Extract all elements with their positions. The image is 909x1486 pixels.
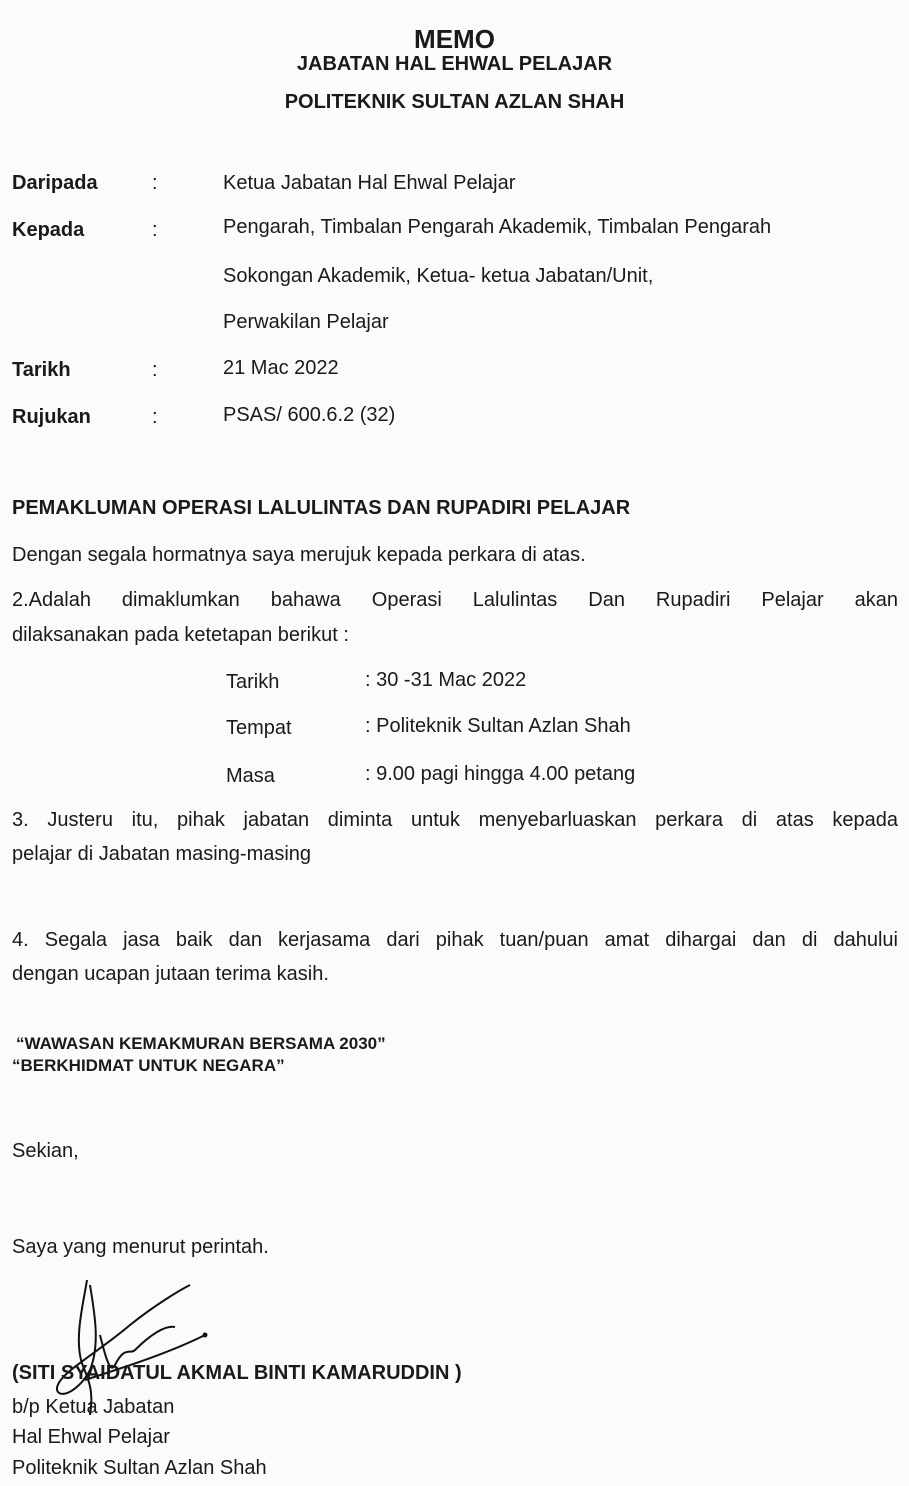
from-value: Ketua Jabatan Hal Ehwal Pelajar [223,172,516,194]
memo-title: MEMO [414,24,495,54]
from-label: Daripada [12,172,98,194]
institution-name: POLITEKNIK SULTAN AZLAN SHAH [284,91,625,113]
paragraph-4-line-1: 4. Segala jasa baik dan kerjasama dari pihak tuan/puan amat dihargai dan di dahului [12,929,898,951]
signatory-role-line: Politeknik Sultan Azlan Shah [12,1457,267,1479]
paragraph-3-line-2: pelajar di Jabatan masing-masing [12,843,312,865]
paragraph-3-line-1: 3. Justeru itu, pihak jabatan diminta untuk menyebarluaskan perkara di atas kepada [12,809,898,831]
paragraph-2-line-1: 2.Adalah dimaklumkan bahawa Operasi Lalulintas Dan Rupadiri Pelajar akan [12,589,898,611]
paragraph-2-line-2: dilaksanakan pada ketetapan berikut : [12,624,349,646]
signatory-role-line: b/p Ketua Jabatan [12,1396,175,1418]
to-label: Kepada [12,219,85,241]
signatory-role-line: Hal Ehwal Pelajar [12,1426,170,1448]
slogan-wkb: “WAWASAN KEMAKMURAN BERSAMA 2030” [16,1034,386,1053]
closing-statement: Saya yang menurut perintah. [12,1236,269,1258]
department-name: JABATAN HAL EHWAL PELAJAR [296,53,613,75]
date-colon: : [152,359,158,381]
reference-label: Rujukan [12,406,91,428]
slogan-berkhidmat: “BERKHIDMAT UNTUK NEGARA” [12,1056,285,1075]
paragraph-1: Dengan segala hormatnya saya merujuk kepada perkara di atas. [12,544,586,566]
reference-value: PSAS/ 600.6.2 (32) [223,404,396,426]
to-colon: : [152,219,158,241]
closing-sekian: Sekian, [12,1140,79,1162]
detail-value: : 9.00 pagi hingga 4.00 petang [365,763,636,785]
detail-value: : Politeknik Sultan Azlan Shah [365,715,631,737]
memo-subject: PEMAKLUMAN OPERASI LALULINTAS DAN RUPADIRI PELAJAR [12,497,631,519]
detail-label: Tempat [226,717,292,739]
to-value-line: Perwakilan Pelajar [223,311,389,333]
detail-label: Masa [226,765,275,787]
from-colon: : [152,172,158,194]
to-value-line: Sokongan Akademik, Ketua- ketua Jabatan/Unit, [223,265,654,287]
reference-colon: : [152,406,158,428]
detail-value: : 30 -31 Mac 2022 [365,669,527,691]
date-value: 21 Mac 2022 [223,357,339,379]
to-value-line: Pengarah, Timbalan Pengarah Akademik, Timbalan Pengarah [223,216,772,238]
signatory-name: (SITI SYAIDATUL AKMAL BINTI KAMARUDDIN ) [12,1362,462,1384]
detail-label: Tarikh [226,671,280,693]
date-label: Tarikh [12,359,71,381]
paragraph-4-line-2: dengan ucapan jutaan terima kasih. [12,963,329,985]
